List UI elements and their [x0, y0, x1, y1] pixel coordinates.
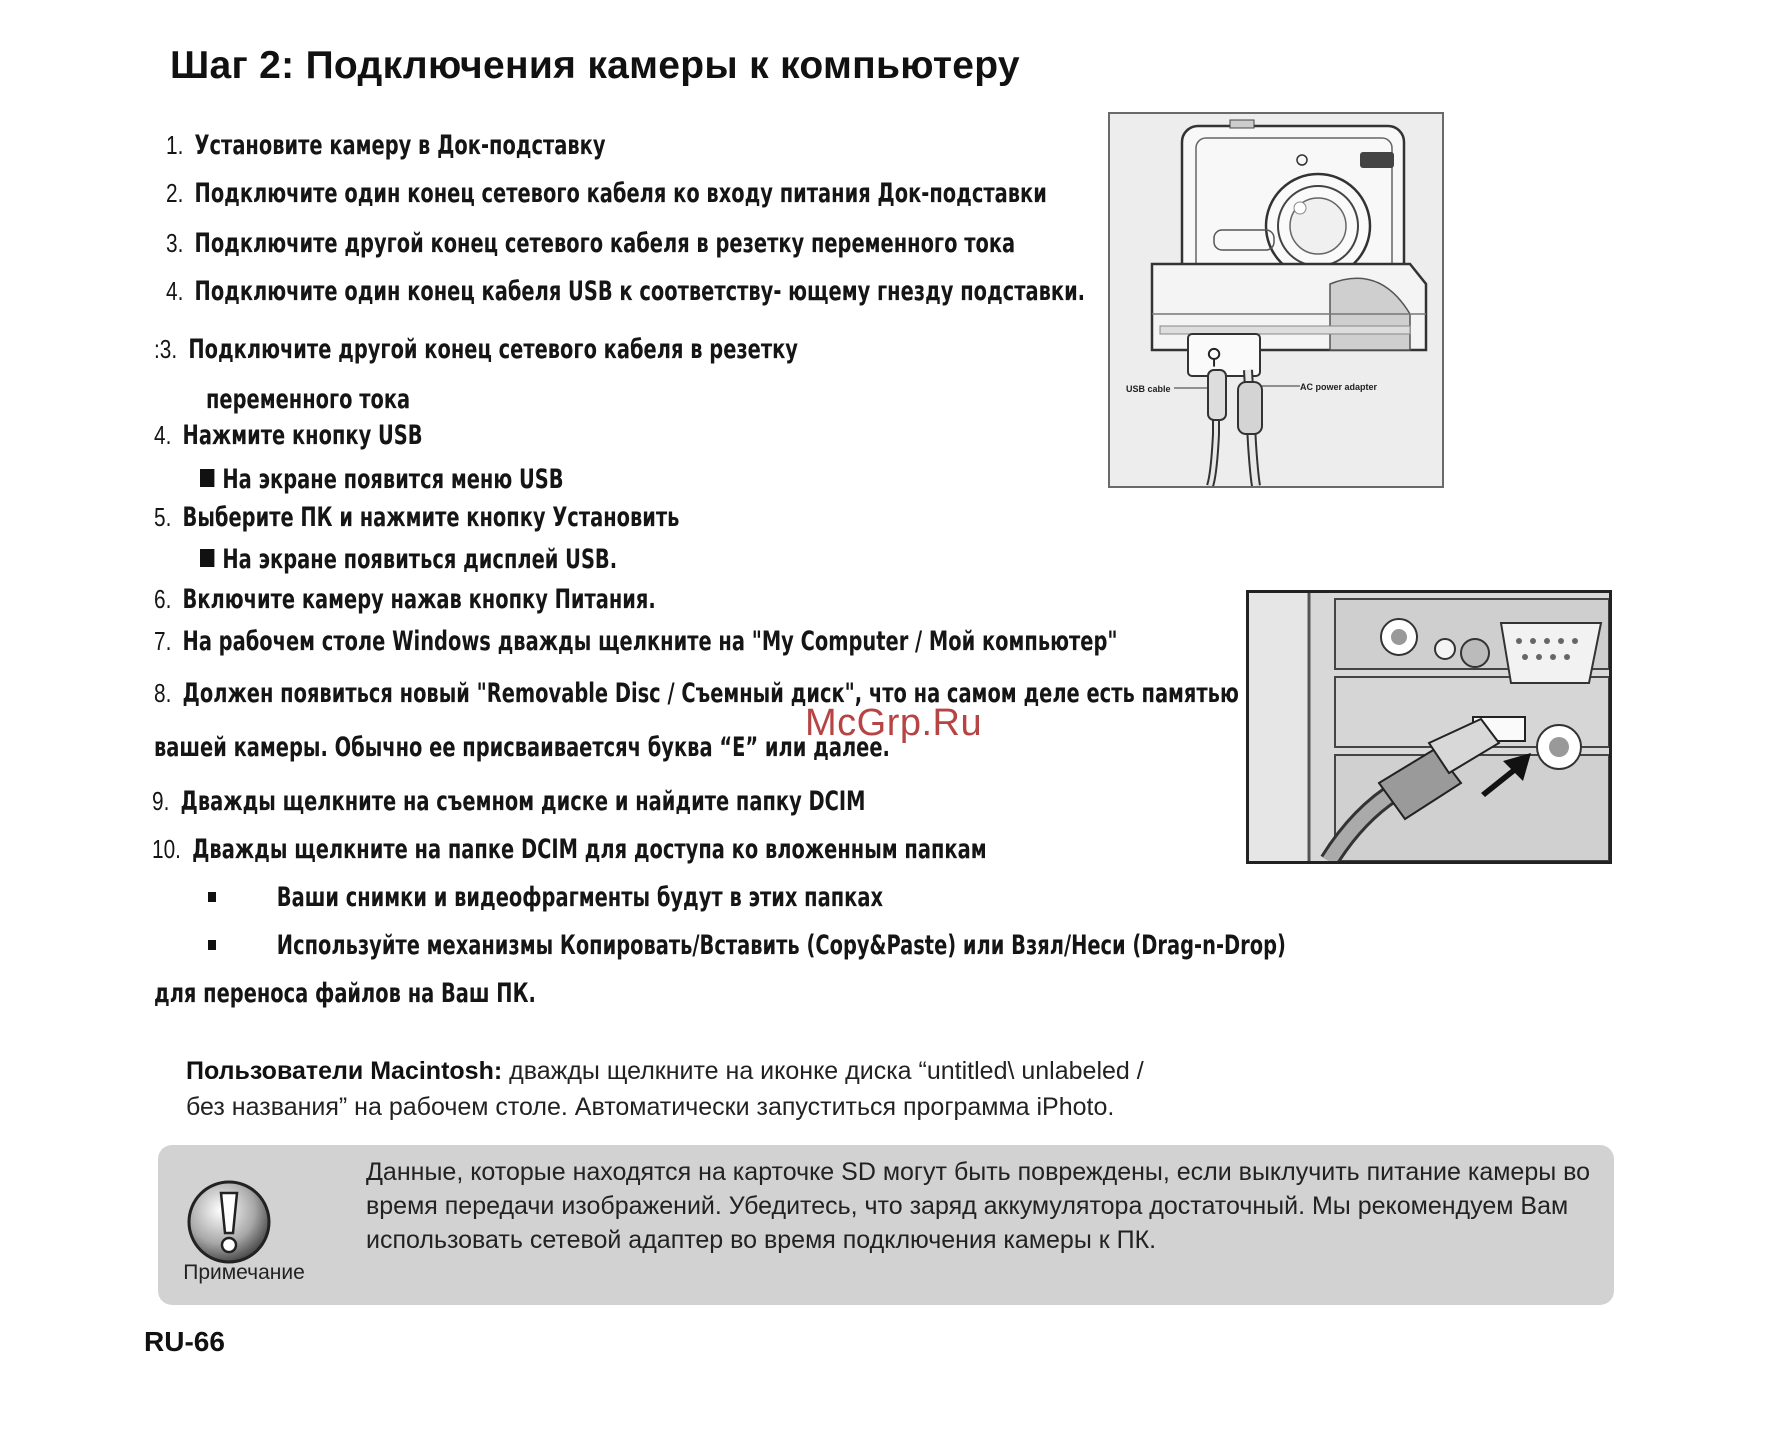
page-title: Шаг 2: Подключения камеры к компьютеру — [170, 44, 1020, 87]
step-10-bullet-1 — [208, 882, 883, 913]
step-text: Дважды щелкните на съемном диске и найдите папку DCIM — [180, 786, 866, 817]
step-4b — [154, 420, 423, 451]
step-number: 6. — [154, 584, 172, 614]
note-text: Данные, которые находятся на карточке SD могут быть повреждены, если выклучить питание камеры во время передачи изображений. Убедитесь, что заряд аккумулятора достаточный. Мы рекомендуем Вам использовать сетевой адаптер во время подключения камеры к ПК. — [366, 1158, 1591, 1254]
macintosh-note — [186, 1053, 1306, 1125]
ac-adapter-label: AC power adapter — [1300, 382, 1378, 392]
step-number: 4. — [154, 420, 172, 450]
step-number: 5. — [154, 502, 172, 532]
bullet-square-icon — [208, 892, 216, 902]
step-10-continuation: для переноса файлов на Ваш ПК. — [154, 978, 536, 1009]
mac-heading: Пользователи Macintosh: — [186, 1057, 503, 1085]
exclamation-icon — [186, 1179, 272, 1270]
step-5-bullet — [200, 544, 617, 575]
usb-cable-label: USB cable — [1126, 384, 1171, 394]
svg-text:⚲: ⚲ — [1206, 345, 1223, 370]
step-10-bullet-2 — [208, 930, 1286, 961]
step-number: :3. — [154, 334, 178, 364]
step-text: Дважды щелкните на папке DCIM для доступа ко вложенным папкам — [192, 834, 987, 865]
step-number: 8. — [154, 678, 172, 708]
bullet-text: На экране появиться дисплей USB. — [222, 544, 618, 575]
step-9 — [152, 786, 865, 817]
step-number: 10. — [152, 834, 181, 864]
bullet-square-icon — [208, 940, 216, 950]
step-5 — [154, 502, 679, 533]
step-text: Подключите один конец кабеля USB к соответству- ющему гнезду подставки. — [194, 276, 1086, 307]
bullet-square-icon — [200, 469, 214, 487]
step-text: Должен появиться новый "Removable Disc / Съемный диск", что на самом деле есть памятью — [182, 678, 1239, 709]
camera-dock-illustration — [1108, 112, 1444, 488]
step-6 — [154, 584, 656, 615]
step-number: 7. — [154, 626, 172, 656]
step-4b-bullet — [200, 464, 564, 495]
step-text: Нажмите кнопку USB — [182, 420, 423, 451]
step-3b-continuation: переменного тока — [206, 384, 411, 415]
note-label: Примечание — [183, 1261, 305, 1284]
step-number: 9. — [152, 786, 170, 816]
watermark: McGrp.Ru — [805, 702, 983, 744]
note-box — [158, 1145, 1614, 1305]
step-number: 2. — [166, 178, 184, 208]
mac-line-2: без названия” на рабочем столе. Автоматически запуститься программа iPhoto. — [186, 1093, 1115, 1121]
step-7 — [154, 626, 1118, 657]
usb-port-illustration — [1246, 590, 1612, 864]
step-text: На рабочем столе Windows дважды щелкните на "My Computer / Мой компьютер" — [182, 626, 1118, 657]
bullet-text: На экране появится меню USB — [222, 464, 564, 495]
step-4 — [166, 276, 1085, 307]
step-number: 3. — [166, 228, 184, 258]
bullet-text: Используйте механизмы Копировать/Вставить (Copy&Paste) или Взял/Неси (Drag-n-Drop) — [276, 930, 1286, 961]
step-text: Установите камеру в Док-подставку — [194, 130, 606, 161]
step-number: 1. — [166, 130, 184, 160]
step-3b — [154, 334, 798, 365]
step-10 — [152, 834, 987, 865]
step-1 — [166, 130, 606, 161]
mac-line-1: дважды щелкните на иконке диска “untitled\ unlabeled / — [502, 1057, 1144, 1085]
step-8 — [154, 678, 1239, 709]
step-3 — [166, 228, 1015, 259]
step-text: Подключите один конец сетевого кабеля ко входу питания Док-подставки — [194, 178, 1047, 209]
step-text: Подключите другой конец сетевого кабеля в резетку — [188, 334, 798, 365]
step-text: Выберите ПК и нажмите кнопку Установить — [182, 502, 680, 533]
bullet-square-icon — [200, 549, 214, 567]
step-text: Включите камеру нажав кнопку Питания. — [182, 584, 656, 615]
page-number: RU-66 — [144, 1326, 225, 1357]
step-8-continuation: вашей камеры. Обычно ее присваиваетсяч буква “E” или далее. — [154, 732, 890, 763]
bullet-text: Ваши снимки и видеофрагменты будут в этих папках — [276, 882, 883, 913]
step-text: Подключите другой конец сетевого кабеля в резетку переменного тока — [194, 228, 1016, 259]
step-number: 4. — [166, 276, 184, 306]
step-2 — [166, 178, 1047, 209]
